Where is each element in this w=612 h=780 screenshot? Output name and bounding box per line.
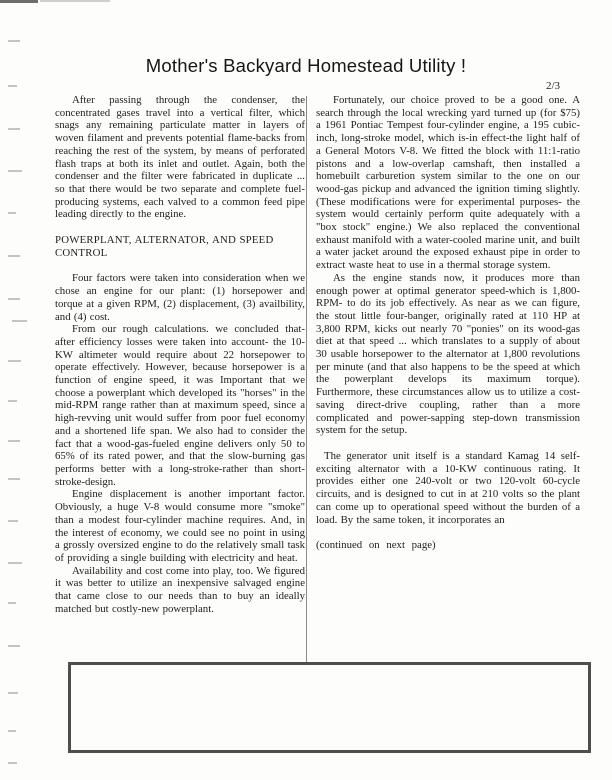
article-title: Mother's Backyard Homestead Utility ! [145, 55, 467, 76]
scan-artifact-smudge [40, 0, 110, 2]
margin-mark [8, 692, 18, 694]
margin-mark [8, 360, 21, 362]
margin-mark [8, 212, 16, 214]
scan-artifact-top-left [0, 0, 38, 3]
margin-mark [8, 478, 20, 480]
paragraph: From our rough calculations. we concluded that- after efficiency losses were taken into account- the 10-KW altimeter would require about 22 horsepower to operate effectively. However, because horsepower is a function of engine speed, it was Important that we choose a powerplant which developed its "horses" in the mid-RPM range rather than at maximum speed, since a high-revving unit would suffer from poor fuel economy and a shortened life span. We also had to consider the fact that a wood-gas-fueled engine delivers only 50 to 65% of its rated power, and that the slow-burning gas performs better with a long-stroke-rather than short-stroke-design. [55, 323, 305, 488]
margin-mark [8, 40, 20, 42]
paragraph: As the engine stands now, it produces more than enough power at optimal generator speed-which is 1,800-RPM- to do its job effectively. As near as we can figure, the stout little four-banger, originally rated at 110 HP at 3,800 RPM, kicks out nearly 70 "ponies" on its wood-gas diet at that speed ... which translates to a supply of about 30 usable horsepower to the alternator at 1,800 revolutions per minute (and that also happens to be the speed at which the powerplant develops its maximum torque). Furthermore, these circumstances allow us to utilize a cost-saving direct-drive coupling, rather than a more complicated and power-sapping step-down transmission system for the setup. [316, 271, 580, 437]
margin-mark [8, 170, 22, 172]
paragraph: The generator unit itself is a standard Kamag 14 self-exciting alternator with a 10-KW continuous rating. It provides either one 240-volt or two 120-volt 60-cycle circuits, and is designed to cut in at 210 volts so the plant can come up to operational speed without the burden of a load. By the same token, it incorporates an [316, 449, 580, 526]
margin-mark [8, 645, 20, 647]
margin-mark [8, 520, 18, 522]
margin-mark [8, 85, 17, 87]
column-divider-rule [306, 96, 307, 662]
left-column [55, 94, 305, 615]
page-number: 2/3 [545, 80, 560, 92]
margin-mark [8, 298, 20, 300]
margin-mark [8, 128, 20, 130]
margin-mark [8, 762, 17, 764]
paragraph: Engine displacement is another important factor. Obviously, a huge V-8 would consume more "smoke" than a modest four-cylinder machine requires. And, in the interest of economy, we could see no point in using a grossly oversized engine to do the relatively small task of providing a single building with electricity and heat. [55, 488, 305, 564]
continued-note: (continued on next page) [316, 539, 436, 552]
margin-mark [8, 730, 16, 732]
margin-mark [8, 562, 22, 564]
paragraph: Four factors were taken into consideration when we chose an engine for our plant: (1) horsepower and torque at a given RPM, (2) displacement, (3) availbility, and (4) cost. [55, 272, 305, 323]
margin-mark [12, 320, 27, 322]
margin-mark [8, 440, 20, 442]
paragraph: Availability and cost come into play, too. We figured it was better to utilize an inexpensive salvaged engine that came close to our needs than to buy an ideally matched but costly-new powerplant. [55, 564, 305, 615]
bottom-illustration-box [68, 662, 591, 753]
margin-mark [8, 400, 17, 402]
right-column [316, 94, 580, 552]
section-heading: POWERPLANT, ALTERNATOR, AND SPEED CONTROL [55, 234, 274, 259]
margin-mark [8, 602, 16, 604]
paragraph: After passing through the condenser, the concentrated gases travel into a vertical filter, which snags any remaining particulate matter in layers of woven filament and prevents potential flame-backs from reaching the rest of the system, by means of perforated flash traps at both its inlet and outlet. Again, both the condenser and the filter were fabricated in duplicate ... so that there would be two separate and complete fuel-producing systems, each valved to a common feed pipe leading directly to the engine. [55, 94, 305, 221]
paragraph: Fortunately, our choice proved to be a good one. A search through the local wrecking yard turned up (for $75) a 1961 Pontiac Tempest four-cylinder engine, a 195 cubic-inch, long-stroke model, which is-in effect-the light half of a General Motors V-8. We fitted the block with 11:1-ratio pistons and a low-overlap camshaft, then installed a homebuilt carburetion system similar to the one on our wood-gas pickup and advanced the ignition timing slightly. (These modifications were for experimental purposes- the system would certainly perform quite adequately with a "box stock" engine.) We also replaced the conventional exhaust manifold with a water-cooled marine unit, and built a water jacket around the exposed exhaust pipe in order to extract waste heat to use in a thermal storage system. [316, 94, 580, 272]
margin-mark [8, 255, 20, 257]
